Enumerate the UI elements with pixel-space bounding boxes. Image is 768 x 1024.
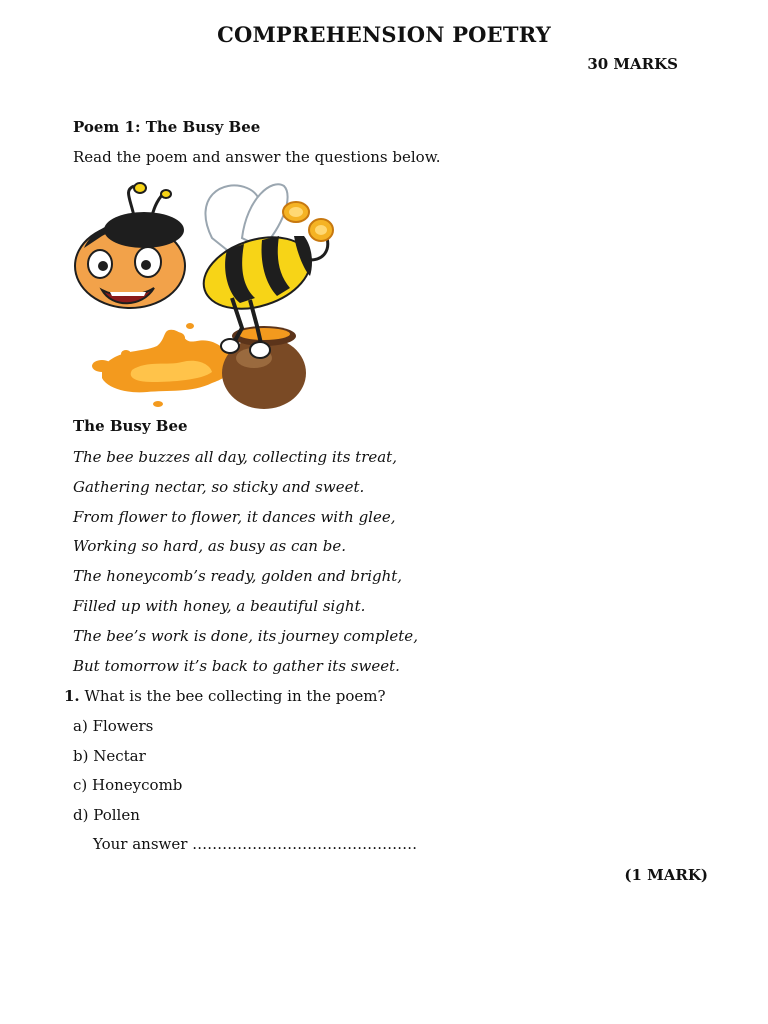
option-d[interactable]: d) Pollen (73, 806, 140, 824)
question-marks: (1 MARK) (624, 866, 708, 884)
option-b[interactable]: b) Nectar (73, 747, 146, 765)
poem-line: Working so hard, as busy as can be. (73, 537, 346, 555)
instruction-text: Read the poem and answer the questions below. (73, 148, 441, 166)
option-a[interactable]: a) Flowers (73, 717, 154, 735)
question-1 (64, 686, 386, 706)
poem-title: The Busy Bee (73, 417, 188, 435)
page-title: COMPREHENSION POETRY (217, 22, 551, 47)
poem-line: Gathering nectar, so sticky and sweet. (73, 478, 365, 496)
poem-line: The bee’s work is done, its journey complete, (73, 627, 418, 645)
poem-line: The honeycomb’s ready, golden and bright, (73, 567, 403, 585)
poem-line: Filled up with honey, a beautiful sight. (73, 597, 366, 615)
poem-line: But tomorrow it’s back to gather its sweet. (73, 657, 400, 675)
poem-line: From flower to flower, it dances with glee, (73, 508, 396, 526)
honey-drop-icon (283, 202, 333, 241)
answer-field[interactable]: Your answer ……………………………………… (93, 835, 418, 853)
poem-line: The bee buzzes all day, collecting its treat, (73, 448, 397, 466)
question-number: 1. (64, 687, 80, 705)
bee-illustration (72, 178, 340, 414)
total-marks: 30 MARKS (587, 55, 678, 73)
option-c[interactable]: c) Honeycomb (73, 776, 183, 794)
honey-splash-icon (92, 323, 234, 407)
question-text: What is the bee collecting in the poem? (84, 687, 386, 705)
poem-heading: Poem 1: The Busy Bee (73, 118, 261, 136)
bee-head-icon (75, 183, 185, 308)
